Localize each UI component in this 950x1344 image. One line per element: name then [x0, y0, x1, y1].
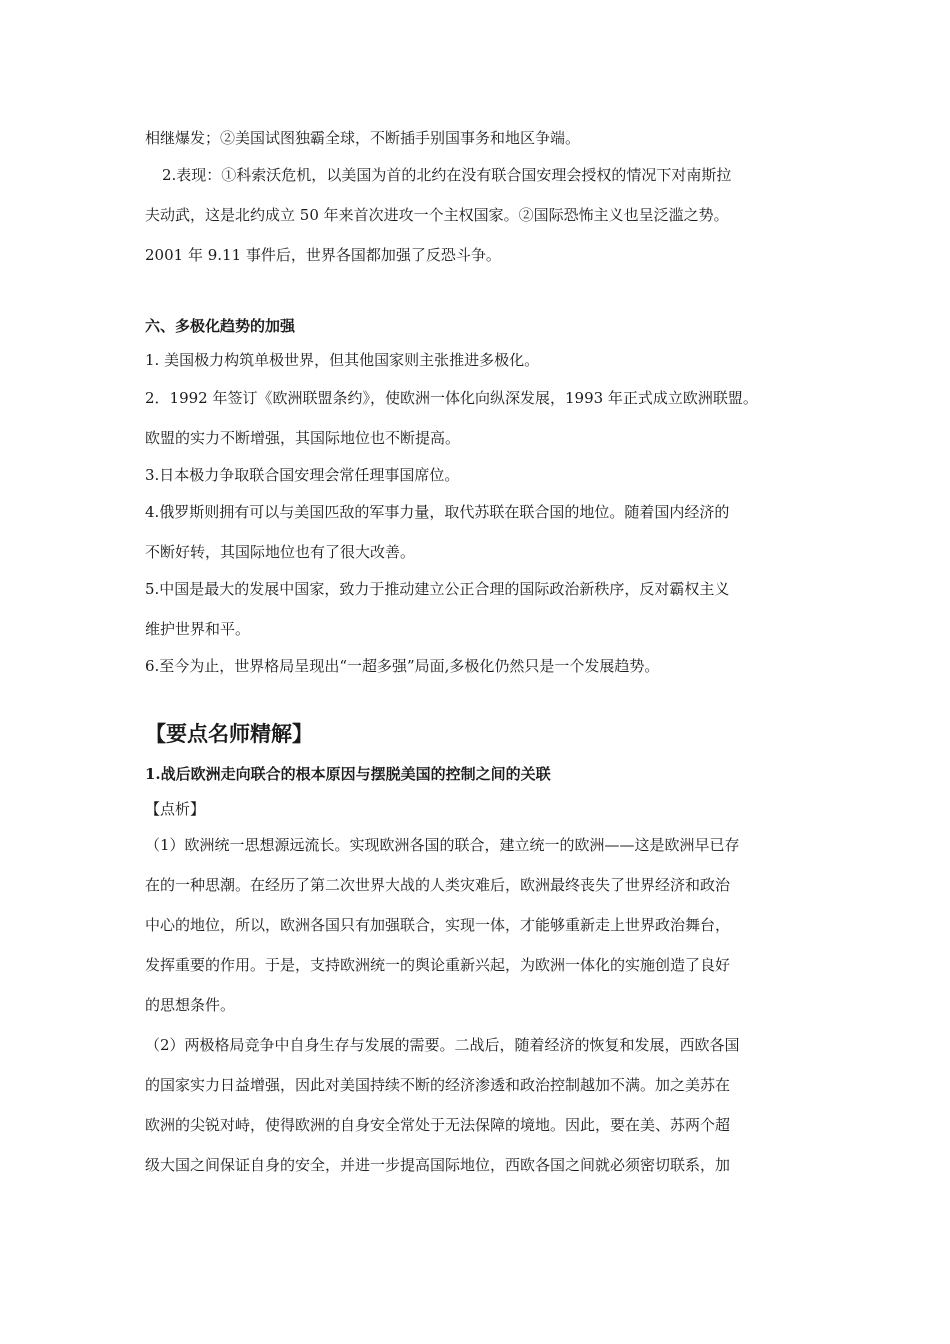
analysis-tag: 【点析】 — [145, 800, 206, 818]
text-line: 发挥重要的作用。于是，支持欧洲统一的舆论重新兴起，为欧洲一体化的实施创造了良好 — [145, 956, 731, 974]
text-line: （2）两极格局竞争中自身生存与发展的需要。二战后，随着经济的恢复和发展，西欧各国 — [145, 1036, 740, 1054]
text-line: （1）欧洲统一思想源远流长。实现欧洲各国的联合，建立统一的欧洲——这是欧洲早已存 — [145, 836, 740, 854]
list-item: 1. 美国极力构筑单极世界，但其他国家则主张推进多极化。 — [145, 351, 540, 369]
text-line: 的思想条件。 — [145, 996, 236, 1014]
list-item: 2．1992 年签订《欧洲联盟条约》，使欧洲一体化向纵深发展，1993 年正式成立欧洲联盟。 — [145, 389, 758, 407]
list-item: 4.俄罗斯则拥有可以与美国匹敌的军事力量，取代苏联在联合国的地位。随着国内经济的 — [145, 503, 730, 521]
list-item: 6.至今为止，世界格局呈现出“一超多强”局面,多极化仍然只是一个发展趋势。 — [145, 657, 660, 675]
question-heading: 1.战后欧洲走向联合的根本原因与摆脱美国的控制之间的关联 — [145, 765, 551, 783]
list-item: 5.中国是最大的发展中国家，致力于推动建立公正合理的国际政治新秩序，反对霸权主义 — [145, 580, 730, 598]
text-line: 2.表现：①科索沃危机，以美国为首的北约在没有联合国安理会授权的情况下对南斯拉 — [162, 166, 732, 184]
text-line: 维护世界和平。 — [145, 620, 251, 638]
text-line: 在的一种思潮。在经历了第二次世界大战的人类灾难后，欧洲最终丧失了世界经济和政治 — [145, 876, 731, 894]
text-line: 欧盟的实力不断增强，其国际地位也不断提高。 — [145, 429, 461, 447]
page-title: 【要点名师精解】 — [145, 721, 313, 746]
text-line: 级大国之间保证自身的安全，并进一步提高国际地位，西欧各国之间就必须密切联系，加 — [145, 1156, 731, 1174]
section-heading: 六、多极化趋势的加强 — [145, 317, 296, 335]
text-line: 中心的地位，所以，欧洲各国只有加强联合，实现一体，才能够重新走上世界政治舞台， — [145, 916, 731, 934]
text-line: 夫动武，这是北约成立 50 年来首次进攻一个主权国家。②国际恐怖主义也呈泛滥之势。 — [145, 206, 729, 224]
text-line: 不断好转，其国际地位也有了很大改善。 — [145, 543, 416, 561]
text-line: 欧洲的尖锐对峙，使得欧洲的自身安全常处于无法保障的境地。因此，要在美、苏两个超 — [145, 1116, 731, 1134]
text-line: 相继爆发；②美国试图独霸全球，不断插手别国事务和地区争端。 — [145, 129, 581, 147]
list-item: 3.日本极力争取联合国安理会常任理事国席位。 — [145, 466, 460, 484]
text-line: 2001 年 9.11 事件后，世界各国都加强了反恐斗争。 — [145, 246, 501, 264]
text-line: 的国家实力日益增强，因此对美国持续不断的经济渗透和政治控制越加不满。加之美苏在 — [145, 1076, 731, 1094]
